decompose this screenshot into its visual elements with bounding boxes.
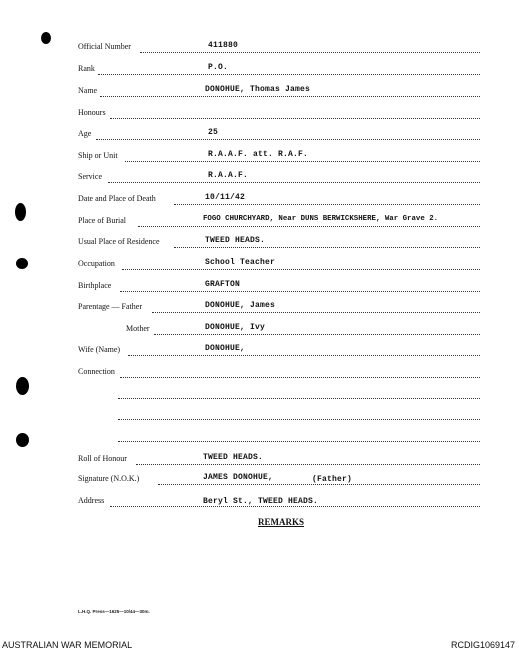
usual-residence-value: TWEED HEADS.	[205, 236, 266, 245]
dotted-line	[128, 355, 480, 356]
name-label: Name	[78, 86, 98, 95]
dotted-line	[152, 312, 480, 313]
dotted-line	[174, 204, 480, 205]
place-of-burial-label: Place of Burial	[78, 216, 126, 225]
row-signature	[0, 474, 519, 488]
dotted-line	[96, 139, 480, 140]
dotted-line	[120, 291, 480, 292]
dotted-line	[154, 334, 480, 335]
row-mother	[0, 324, 519, 338]
age-value: 25	[208, 128, 219, 137]
mother-label: Mother	[126, 324, 150, 333]
connection-line-4	[118, 441, 480, 442]
date-place-death-value: 10/11/42	[205, 193, 246, 202]
row-honours	[0, 108, 519, 122]
signature-value: JAMES DONOHUE,	[203, 473, 274, 482]
wife-label: Wife (Name)	[78, 345, 121, 354]
footer-archive-name: AUSTRALIAN WAR MEMORIAL	[2, 640, 133, 650]
punch-hole-bottom	[16, 433, 29, 447]
row-father	[0, 302, 519, 316]
place-of-burial-value: FOGO CHURCHYARD, Near DUNS BERWICKSHERE, War Grave 2.	[203, 215, 439, 223]
remarks-heading: REMARKS	[258, 517, 305, 527]
signature-note: (Father)	[312, 475, 353, 484]
dotted-line	[125, 161, 480, 162]
dotted-line	[136, 464, 480, 465]
roll-of-honour-value: TWEED HEADS.	[203, 453, 264, 462]
mother-value: DONOHUE, Ivy	[205, 323, 266, 332]
ship-or-unit-value: R.A.A.F. att. R.A.F.	[208, 150, 309, 159]
connection-line-2	[118, 398, 480, 399]
dotted-line	[120, 377, 480, 378]
official-number-label: Official Number	[78, 42, 131, 51]
dotted-line	[100, 96, 480, 97]
father-value: DONOHUE, James	[205, 301, 276, 310]
footer-record-id: RCDIG1069147	[450, 640, 515, 650]
occupation-value: School Teacher	[205, 258, 276, 267]
row-occupation	[0, 259, 519, 273]
birthplace-label: Birthplace	[78, 281, 112, 290]
row-official-number	[0, 42, 519, 56]
row-connection	[0, 367, 519, 381]
birthplace-value: GRAFTON	[205, 280, 241, 289]
row-date-place-death	[0, 194, 519, 208]
row-wife	[0, 345, 519, 359]
dotted-line	[140, 52, 480, 53]
father-label: Parentage — Father	[78, 302, 142, 311]
dotted-line	[108, 182, 480, 183]
ship-or-unit-label: Ship or Unit	[78, 151, 118, 160]
wife-value: DONOHUE,	[205, 344, 246, 353]
dotted-line	[174, 247, 480, 248]
rank-value: P.O.	[208, 63, 229, 72]
row-roll-of-honour	[0, 454, 519, 468]
row-age	[0, 129, 519, 143]
roll-of-honour-label: Roll of Honour	[78, 454, 127, 463]
connection-label: Connection	[78, 367, 115, 376]
row-rank	[0, 64, 519, 78]
official-number-value: 411880	[208, 41, 239, 50]
printer-imprint: L.H.Q. Press—1625—10/44—30m.	[78, 609, 150, 614]
occupation-label: Occupation	[78, 259, 115, 268]
dotted-line	[110, 118, 480, 119]
signature-label: Signature (N.O.K.)	[78, 474, 140, 483]
row-name	[0, 86, 519, 100]
row-birthplace	[0, 281, 519, 295]
dotted-line	[138, 226, 480, 227]
dotted-line	[110, 506, 480, 507]
row-address	[0, 496, 519, 510]
service-label: Service	[78, 172, 102, 181]
row-service	[0, 172, 519, 186]
name-value: DONOHUE, Thomas James	[205, 85, 311, 94]
dotted-line	[158, 484, 480, 485]
row-place-of-burial	[0, 216, 519, 230]
row-ship-or-unit	[0, 151, 519, 165]
address-value: Beryl St., TWEED HEADS.	[203, 497, 319, 506]
service-value: R.A.A.F.	[208, 171, 249, 180]
age-label: Age	[78, 129, 92, 138]
usual-residence-label: Usual Place of Residence	[78, 237, 160, 246]
address-label: Address	[78, 496, 105, 505]
rank-label: Rank	[78, 64, 95, 73]
dotted-line	[122, 269, 480, 270]
honours-label: Honours	[78, 108, 106, 117]
dotted-line	[98, 74, 480, 75]
row-usual-residence	[0, 237, 519, 251]
connection-line-3	[118, 419, 480, 420]
date-place-death-label: Date and Place of Death	[78, 194, 156, 203]
